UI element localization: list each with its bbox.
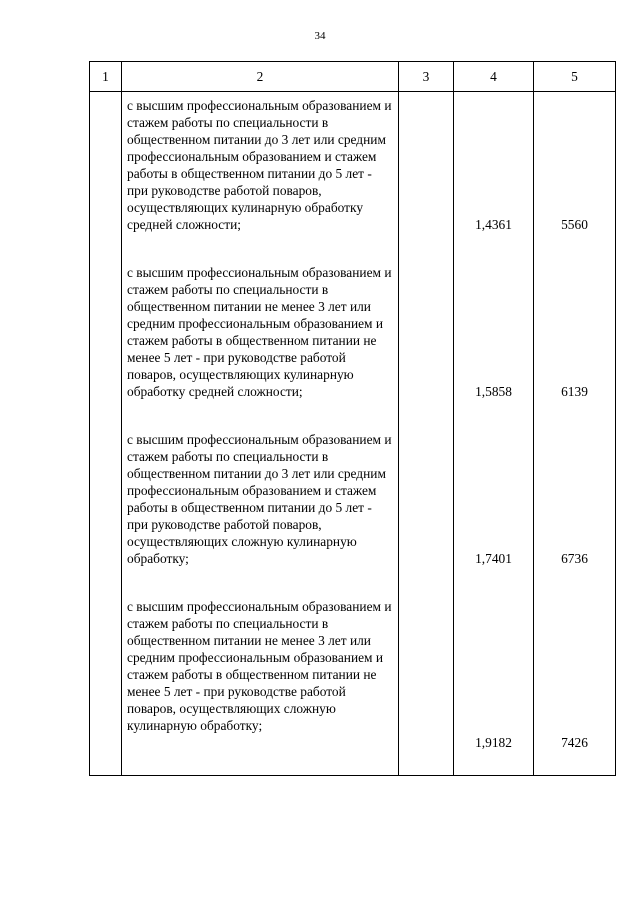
salary-value-2: 6139 (561, 384, 588, 399)
position-description-4: с высшим профессиональным образованием и стажем работы по специальности в общественном питании не менее 3 лет или средним профессиональным образованием и стажем работы в общественном питании не менее 5 лет - при руководстве работой поваров, осуществляющих сложную кулинарную обработку; (127, 599, 392, 733)
header-cell-3: 3 (399, 62, 454, 92)
coefficient-column-cell (454, 92, 534, 776)
coefficient-value-1: 1,4361 (475, 217, 512, 232)
salary-value-3: 6736 (561, 551, 588, 566)
header-row (90, 62, 616, 92)
description-column-cell (122, 92, 399, 776)
salary-value-1: 5560 (561, 217, 588, 232)
salary-value-4: 7426 (561, 735, 588, 750)
position-description-2: с высшим профессиональным образованием и стажем работы по специальности в общественном питании не менее 3 лет или средним профессиональным образованием и стажем работы в общественном питании не менее 5 лет - при руководстве работой поваров, осуществляющих кулинарную обработку средней сложности; (127, 265, 392, 399)
page-number: 34 (314, 30, 326, 42)
table-row (90, 92, 616, 776)
coefficient-value-2: 1,5858 (475, 384, 512, 399)
salary-table (89, 61, 616, 776)
header-cell-5: 5 (534, 62, 616, 92)
position-description-3: с высшим профессиональным образованием и стажем работы по специальности в общественном питании до 3 лет или средним профессиональным образованием и стажем работы в общественном питании до 5 лет - при руководстве работой поваров, осуществляющих сложную кулинарную обработку; (127, 432, 392, 566)
header-cell-1: 1 (90, 62, 122, 92)
coefficient-value-4: 1,9182 (475, 735, 512, 750)
coefficient-value-3: 1,7401 (475, 551, 512, 566)
header-cell-4: 4 (454, 62, 534, 92)
position-description-1: с высшим профессиональным образованием и стажем работы по специальности в общественном питании до 3 лет или средним профессиональным образованием и стажем работы в общественном питании до 5 лет - при руководстве работой поваров, осуществляющих кулинарную обработку средней сложности; (127, 98, 392, 232)
column-1-cell (90, 92, 122, 776)
header-cell-2: 2 (122, 62, 399, 92)
salary-column-cell (534, 92, 616, 776)
column-3-cell (399, 92, 454, 776)
